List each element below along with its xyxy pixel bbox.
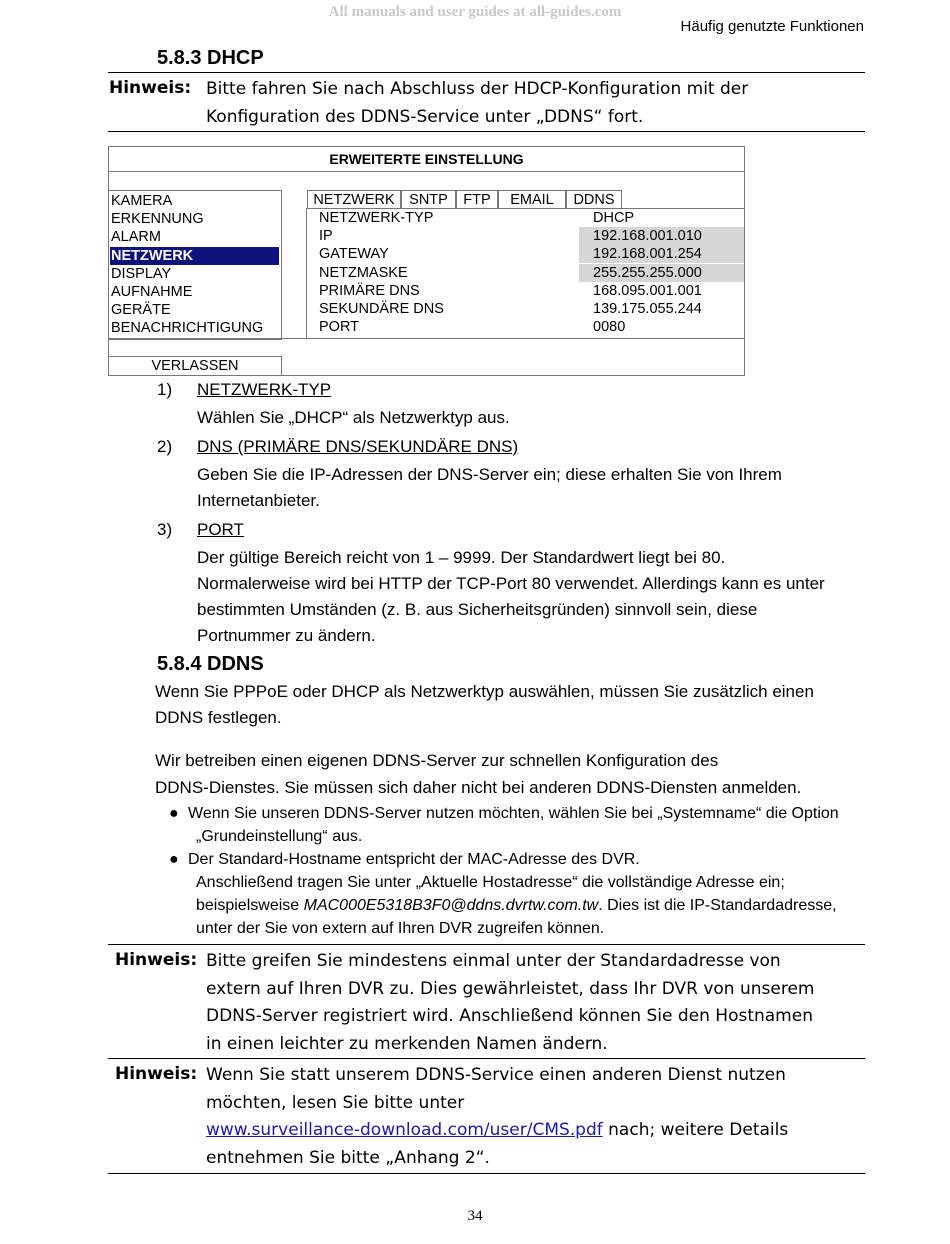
divider: [108, 944, 865, 945]
menu-item-erkennung[interactable]: ERKENNUNG: [111, 211, 204, 227]
menu-item-display[interactable]: DISPLAY: [111, 266, 172, 282]
section-heading-dhcp: 5.8.3 DHCP: [157, 47, 264, 69]
page-number: 34: [467, 1208, 483, 1224]
item-text: Portnummer zu ändern.: [197, 626, 376, 645]
item-text: Der gültige Bereich reicht von 1 – 9999. Der Standardwert liegt bei 80.: [197, 548, 726, 567]
note-text: [206, 1062, 788, 1172]
note-line: [206, 1117, 788, 1145]
field-label: PRIMÄRE DNS: [319, 283, 420, 299]
text-run: . Dies ist die IP-Standardadresse,: [598, 897, 837, 914]
note-line: Konfiguration des DDNS-Service unter „DDNS“ fort.: [206, 106, 644, 127]
note-line: entnehmen Sie bitte „Anhang 2“.: [206, 1147, 490, 1168]
note-label: Hinweis:: [115, 1064, 198, 1084]
bullet-text: Der Standard-Hostname entspricht der MAC-Adresse des DVR.: [188, 851, 640, 868]
item-text: Wählen Sie „DHCP“ als Netzwerktyp aus.: [197, 408, 510, 427]
paragraph-line: Wenn Sie PPPoE oder DHCP als Netzwerktyp auswählen, müssen Sie zusätzlich einen: [155, 682, 814, 701]
menu-item-benachrichtigung[interactable]: BENACHRICHTIGUNG: [111, 320, 264, 336]
bullet-icon: ●: [169, 805, 179, 822]
bullet-text: Wenn Sie unseren DDNS-Server nutzen möchten, wählen Sie bei „Systemname“ die Option: [188, 805, 839, 822]
tab-netzwerk[interactable]: NETZWERK: [307, 190, 401, 209]
item-title: NETZWERK-TYP: [197, 380, 332, 399]
example-address: MAC000E5318B3F0@ddns.dvrtw.com.tw: [303, 897, 599, 914]
menu-item-aufnahme[interactable]: AUFNAHME: [111, 284, 193, 300]
tab-email[interactable]: EMAIL: [498, 190, 566, 209]
item-text: Geben Sie die IP-Adressen der DNS-Server ein; diese erhalten Sie von Ihrem: [197, 465, 782, 484]
exit-button[interactable]: VERLASSEN: [109, 356, 282, 376]
note-label: Hinweis:: [109, 78, 192, 98]
note-line: in einen leichter zu merkenden Namen ändern.: [206, 1033, 608, 1054]
cms-pdf-link[interactable]: www.surveillance-download.com/user/CMS.pdf: [206, 1120, 603, 1140]
field-label: SEKUNDÄRE DNS: [319, 301, 444, 317]
item-text: Normalerweise wird bei HTTP der TCP-Port 80 verwendet. Allerdings kann es unter: [197, 574, 825, 593]
text-run: nach; weitere Details: [602, 1120, 789, 1140]
network-type-value[interactable]: DHCP: [593, 210, 635, 226]
secondary-dns-field[interactable]: 139.175.055.244: [593, 301, 702, 317]
menu-item-kamera[interactable]: KAMERA: [111, 193, 173, 209]
field-label: IP: [319, 228, 333, 244]
item-title: PORT: [197, 520, 244, 539]
note-text: [206, 948, 815, 1058]
paragraph-line: DDNS festlegen.: [155, 708, 282, 727]
watermark: All manuals and user guides at all-guides.com: [328, 4, 622, 20]
item-number: 3): [157, 520, 173, 539]
port-field[interactable]: 0080: [593, 319, 626, 335]
paragraph-line: Wir betreiben einen eigenen DDNS-Server zur schnellen Konfiguration des: [155, 751, 719, 770]
settings-menu: [109, 190, 282, 340]
bullet-icon: ●: [169, 851, 179, 868]
divider: [108, 1173, 865, 1174]
item-number: 1): [157, 380, 173, 399]
text-run: beispielsweise: [196, 897, 304, 914]
paragraph-line: DDNS-Dienstes. Sie müssen sich daher nicht bei anderen DDNS-Diensten anmelden.: [155, 778, 802, 797]
divider: [108, 1058, 865, 1059]
bullet-text: [196, 894, 837, 917]
bullet-text: unter der Sie von extern auf Ihren DVR zugreifen können.: [196, 920, 605, 937]
note-label: Hinweis:: [115, 950, 198, 970]
panel-title: ERWEITERTE EINSTELLUNG: [109, 147, 744, 172]
primary-dns-field[interactable]: 168.095.001.001: [593, 283, 702, 299]
note-line: Wenn Sie statt unserem DDNS-Service einen anderen Dienst nutzen: [206, 1065, 786, 1085]
ip-field[interactable]: 192.168.001.010: [579, 227, 744, 245]
note-line: Bitte fahren Sie nach Abschluss der HDCP-Konfiguration mit der: [206, 79, 749, 99]
note-line: extern auf Ihren DVR zu. Dies gewährleistet, dass Ihr DVR von unserem: [206, 978, 815, 999]
gateway-field[interactable]: 192.168.001.254: [579, 245, 744, 263]
tab-ftp[interactable]: FTP: [456, 190, 498, 209]
menu-item-geraete[interactable]: GERÄTE: [111, 302, 171, 318]
bullet-text: Anschließend tragen Sie unter „Aktuelle Hostadresse“ die vollständige Adresse ein;: [196, 874, 785, 891]
menu-item-alarm[interactable]: ALARM: [111, 229, 161, 245]
bullet-text: „Grundeinstellung“ aus.: [196, 828, 363, 845]
note-line: möchten, lesen Sie bitte unter: [206, 1092, 465, 1113]
divider: [108, 131, 865, 132]
content-border: [306, 208, 308, 338]
tab-ddns[interactable]: DDNS: [566, 190, 622, 209]
tab-sntp[interactable]: SNTP: [401, 190, 456, 209]
note-text: [206, 76, 748, 131]
item-title: DNS (PRIMÄRE DNS/SEKUNDÄRE DNS): [197, 437, 519, 456]
note-line: Bitte greifen Sie mindestens einmal unter der Standardadresse von: [206, 951, 781, 971]
note-line: DDNS-Server registriert wird. Anschließend können Sie den Hostnamen: [206, 1006, 813, 1026]
item-text: Internetanbieter.: [197, 491, 320, 510]
item-text: bestimmten Umständen (z. B. aus Sicherheitsgründen) sinnvoll sein, diese: [197, 600, 758, 619]
netmask-field[interactable]: 255.255.255.000: [579, 264, 744, 282]
advanced-settings-panel: [108, 146, 745, 376]
item-number: 2): [157, 437, 173, 456]
menu-item-netzwerk[interactable]: NETZWERK: [110, 247, 279, 265]
section-heading-ddns: 5.8.4 DDNS: [157, 653, 264, 675]
field-label: NETZMASKE: [319, 265, 408, 281]
field-label: PORT: [319, 319, 360, 335]
divider: [108, 72, 865, 73]
field-label: GATEWAY: [319, 246, 389, 262]
panel-divider: [109, 338, 744, 339]
field-label: NETZWERK-TYP: [319, 210, 434, 226]
running-head: Häufig genutzte Funktionen: [680, 18, 864, 35]
